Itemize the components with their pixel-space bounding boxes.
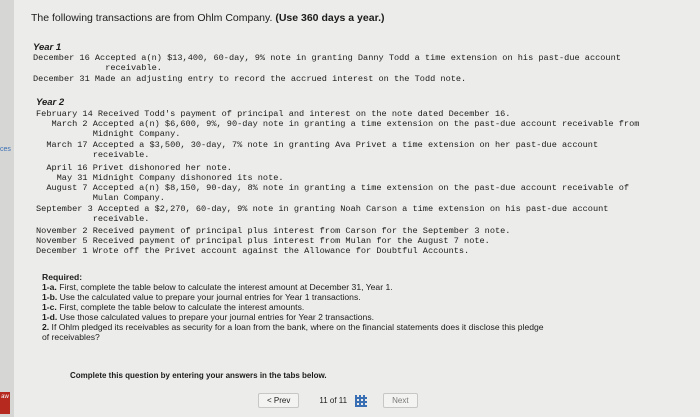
next-button[interactable]: Next	[383, 393, 417, 408]
required-text: Use the calculated value to prepare your journal entries for Year 1 transactions.	[57, 292, 361, 302]
required-label: 1-a.	[42, 282, 57, 292]
pagination	[258, 393, 438, 408]
year2-line: Midnight Company.	[36, 129, 181, 139]
prev-button[interactable]: < Prev	[258, 393, 299, 408]
year2-line: March 17 Accepted a $3,500, 30-day, 7% note in granting Ava Privet a time extension on her past-due account	[36, 140, 599, 150]
year1-line: December 31 Made an adjusting entry to record the accrued interest on the Todd note.	[33, 74, 467, 84]
required-item	[42, 332, 544, 342]
page-total: 11	[338, 396, 348, 405]
required-text: First, complete the table below to calculate the interest amounts.	[56, 302, 305, 312]
requirements	[42, 272, 544, 342]
required-item	[42, 282, 544, 292]
sidebar-label: ces	[0, 146, 11, 153]
year2-line: March 2 Accepted a(n) $6,600, 9%, 90-day note in granting a time extension on the past-due account receivable from	[36, 119, 640, 129]
intro-note: (Use 360 days a year.)	[275, 12, 385, 24]
year1-line: December 16 Accepted a(n) $13,400, 60-day, 9% note in granting Danny Todd a time extension on his past-due account	[33, 53, 621, 63]
complete-instruction: Complete this question by entering your answers in the tabs below.	[70, 371, 327, 380]
required-text: First, complete the table below to calculate the interest amount at December 31, Year 1.	[56, 282, 393, 292]
left-sidebar	[0, 0, 14, 417]
question-page	[14, 0, 700, 417]
year2-line: receivable.	[36, 150, 150, 160]
year1-title: Year 1	[33, 42, 62, 53]
required-title: Required:	[42, 272, 83, 282]
required-text: of receivables?	[42, 332, 100, 342]
grid-icon[interactable]	[355, 395, 367, 407]
required-text: If Ohlm pledged its receivables as security for a loan from the bank, where on the financial statements does it disclose this pledge	[49, 322, 544, 332]
intro-text: The following transactions are from Ohlm Company.	[31, 12, 273, 24]
year2-line: April 16 Privet dishonored her note.	[36, 163, 232, 173]
year2-line: May 31 Midnight Company dishonored its note.	[36, 173, 284, 183]
year1-line: receivable.	[33, 63, 162, 73]
year2-line: September 3 Accepted a $2,270, 60-day, 9% note in granting Noah Carson a time extension on his past-due account	[36, 204, 609, 214]
year2-line: December 1 Wrote off the Privet account against the Allowance for Doubtful Accounts.	[36, 246, 470, 256]
question-intro	[31, 12, 385, 24]
required-item	[42, 292, 544, 302]
year2-line: August 7 Accepted a(n) $8,150, 90-day, 8% note in granting a time extension on the past-due account receivable of	[36, 183, 630, 193]
required-item	[42, 302, 544, 312]
required-label: 1-c.	[42, 302, 57, 312]
app-logo: aw	[0, 392, 10, 414]
year2-line: receivable.	[36, 214, 150, 224]
required-label: 1-b.	[42, 292, 58, 302]
year2-title: Year 2	[36, 97, 65, 108]
required-item	[42, 322, 544, 332]
page-current: 11	[319, 396, 328, 405]
year2-line: November 2 Received payment of principal plus interest from Carson for the September 3 note.	[36, 226, 511, 236]
required-item	[42, 312, 544, 322]
year2-line: February 14 Received Todd's payment of principal and interest on the note dated December 16.	[36, 109, 511, 119]
required-label: 2.	[42, 322, 50, 332]
required-text: Use those calculated values to prepare your journal entries for Year 2 transactions.	[57, 312, 374, 322]
year2-line: November 5 Received payment of principal plus interest from Mulan for the August 7 note.	[36, 236, 490, 246]
year2-line: Mulan Company.	[36, 193, 165, 203]
required-label: 1-d.	[42, 312, 58, 322]
page-of: of	[329, 396, 337, 405]
